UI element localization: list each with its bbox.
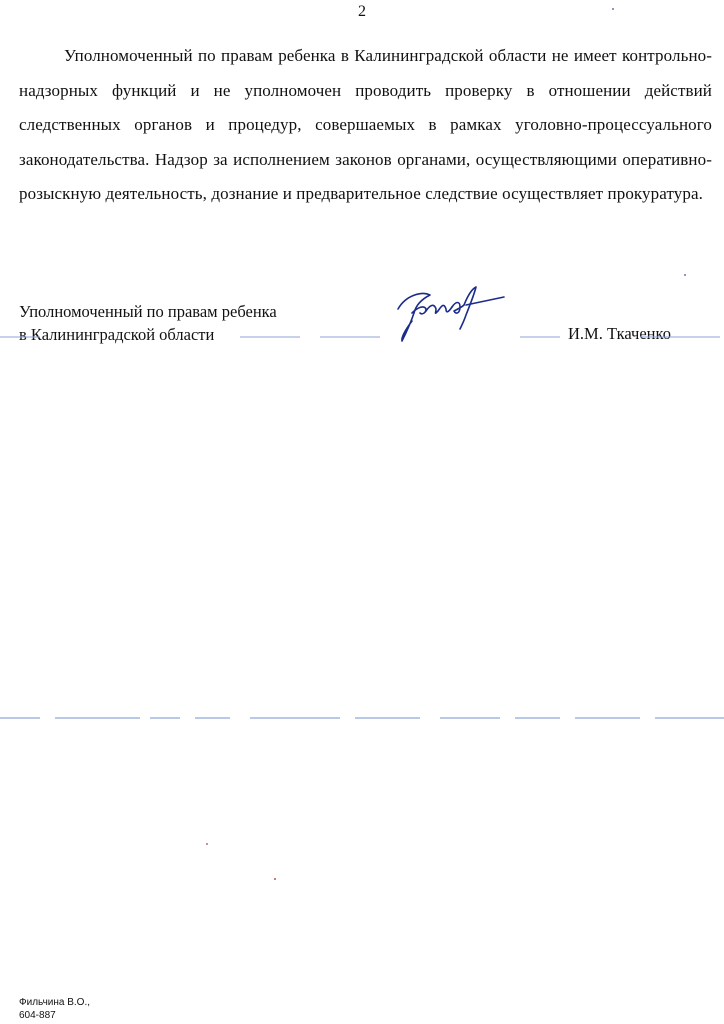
scan-speck (684, 274, 686, 276)
scan-artifact-line (0, 716, 724, 720)
executor-info (19, 996, 90, 1022)
body-paragraph: Уполномоченный по правам ребенка в Калининградской области не имеет контрольно-надзорных функций и не уполномочен проводить проверку в отношении действий следственных органов и процедур, совершаемых в рамках уголовно-процессуального законодательства. Надзор за исполнением законов органами, осуществляющими оперативно-розыскную деятельность, дознание и предварительное следствие осуществляет прокуратура. (19, 46, 712, 203)
signer-name: И.М. Ткаченко (568, 324, 671, 343)
signer-position-line-2: в Калининградской области (19, 325, 215, 344)
executor-name: Фильчина В.О., (19, 997, 91, 1008)
scan-speck (274, 878, 276, 880)
scan-speck (612, 8, 614, 10)
page-number: 2 (358, 3, 366, 20)
signer-position-line-1: Уполномоченный по правам ребенка (19, 302, 277, 321)
signer-position (19, 300, 277, 346)
scan-artifact-line (0, 335, 724, 339)
scan-speck (206, 843, 208, 845)
executor-phone: 604-887 (19, 1010, 56, 1021)
